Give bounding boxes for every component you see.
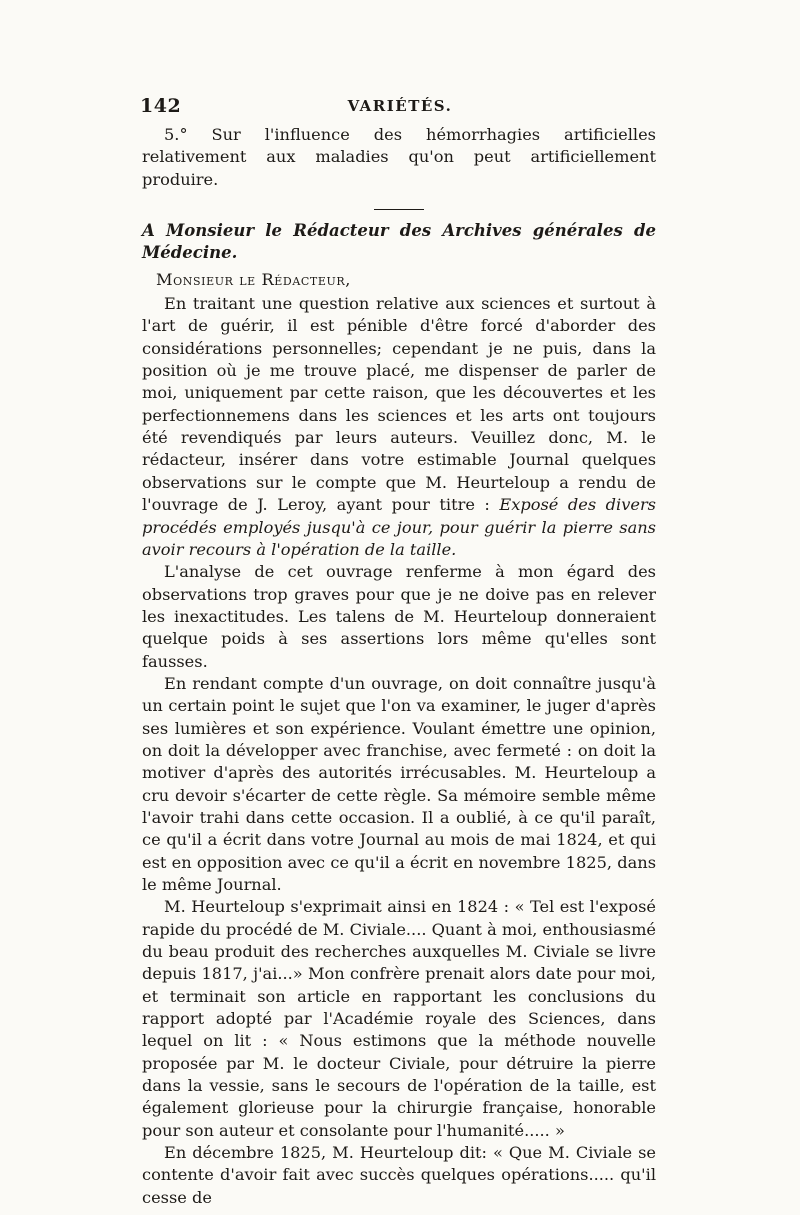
paragraph-3: En rendant compte d'un ouvrage, on doit connaître jusqu'à un certain point le sujet que l'on va examiner, le juger d'après ses lumières et son expérience. Voulant émettre une opinion, on doit la développer avec franchise, avec fermeté : on doit la motiver d'après des autorités irrécusables. M. Heurteloup a cru devoir s'écarter de cette règle. Sa mémoire semble même l'avoir trahi dans cette occasion. Il a oublié, à ce qu'il paraît, ce qu'il a écrit dans votre Journal au mois de mai 1824, et qui est en opposition avec ce qu'il a écrit en novembre 1825, dans le même Journal. xyxy=(142,673,656,894)
paragraph-1-text: En traitant une question relative aux sciences et surtout à l'art de guérir, il est pénible d'être forcé d'aborder des considérations personnelles; cependant je ne puis, dans la position où je me trouve placé, me dispenser de parler de moi, uniquement par cette raison, que les découvertes et les perfectionnemens dans les sciences et les arts ont toujours été revendiqués par leurs auteurs. Veuillez donc, M. le rédacteur, insérer dans votre estimable Journal quelques observations sur le compte que M. Heurteloup a rendu de l'ouvrage de J. Leroy, ayant pour titre : xyxy=(142,294,656,515)
list-item-5: 5.° Sur l'influence des hémorrhagies artificielles relativement aux maladies qu'on peut artificiellement produire. xyxy=(142,125,656,189)
text-column xyxy=(142,124,656,1209)
letter-title: A Monsieur le Rédacteur des Archives générales de Médecine. xyxy=(142,221,656,263)
running-head: VARIÉTÉS. xyxy=(347,97,453,115)
page-header xyxy=(140,95,660,119)
section-divider xyxy=(374,209,424,210)
paragraph-1 xyxy=(142,293,656,561)
paragraph-5: En décembre 1825, M. Heurteloup dit: « Que M. Civiale se contente d'avoir fait avec succès quelques opérations..... qu'il cesse de xyxy=(142,1143,656,1207)
salutation: Monsieur le Rédacteur, xyxy=(156,269,351,289)
page-number: 142 xyxy=(140,95,182,117)
paragraph-2: L'analyse de cet ouvrage renferme à mon égard des observations trop graves pour que je ne doive pas en relever les inexactitudes. Les talens de M. Heurteloup donneraient quelque poids à ses assertions lors même qu'elles sont fausses. xyxy=(142,562,656,671)
paragraph-4: M. Heurteloup s'exprimait ainsi en 1824 : « Tel est l'exposé rapide du procédé de M. Civiale.... Quant à moi, enthousiasmé du beau produit des recherches auxquelles M. Civiale se livre depuis 1817, j'ai...» Mon confrère prenait alors date pour moi, et terminait son article en rapportant les conclusions du rapport adopté par l'Académie royale des Sciences, dans lequel on lit : « Nous estimons que la méthode nouvelle proposée par M. le docteur Civiale, pour détruire la pierre dans la vessie, sans le secours de l'opération de la taille, est également glorieuse pour la chirurgie française, honorable pour son auteur et consolante pour l'humanité..... » xyxy=(142,897,656,1140)
book-title: Exposé des divers procédés employés jusqu'à ce jour, pour guérir la pierre sans avoir recours à l'opération de la taille. xyxy=(142,495,656,559)
